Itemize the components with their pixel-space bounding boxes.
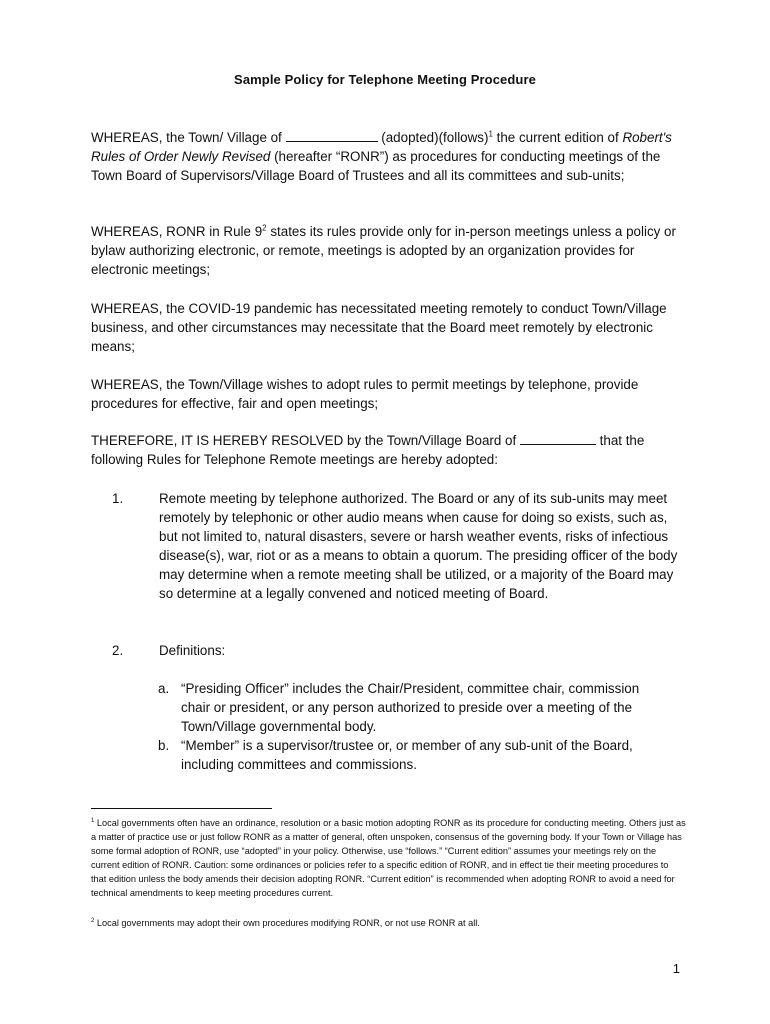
item-number: 1. <box>112 491 124 506</box>
sub-item-text: “Member” is a supervisor/trustee or, or member of any sub-unit of the Board, including committees and commissions. <box>181 738 633 772</box>
footnote-number: 1 <box>91 817 95 824</box>
resolved-paragraph <box>91 431 691 469</box>
document-title: Sample Policy for Telephone Meeting Procedure <box>234 72 536 87</box>
p1-text-c: the current edition of <box>492 130 619 145</box>
footnote <box>91 816 686 900</box>
footnote-text: Local governments often have an ordinance, resolution or a basic motion adopting RONR as its procedure for conducting meeting. Others just as a matter of practice use or just follow RONR as a matter of general, often unspoken, consensus of the governing body. If your Town or Village has some formal adoption of RONR, use “adopted” in your policy. Otherwise, use “follows.” “Current edition” assumes your meetings rely on the current edition of RONR. Caution: some ordinances or policies refer to a specific edition of RONR, and in effect tie their meeting procedures to that edition unless the body amends their decision adopting RONR. “Current edition” is recommended when adopting RONR to avoid a need for technical amendments to keep meeting procedures current. <box>91 818 686 898</box>
whereas-paragraph-2 <box>91 222 691 279</box>
blank-line <box>520 432 596 445</box>
p2-text-a: WHEREAS, RONR in Rule 9 <box>91 224 263 239</box>
sub-item-label: a. <box>158 681 170 696</box>
footnote-divider <box>91 808 272 809</box>
p5-text-b: that the following Rules for Telephone Remote meetings are hereby adopted: <box>91 433 645 467</box>
footnote-ref-1: 1 <box>488 129 493 139</box>
p1-text-d: (hereafter “RONR”) as procedures for conducting meetings of the Town Board of Supervisors/Village Board of Trustees and all its committees and sub-units; <box>91 149 661 183</box>
footnote-number: 2 <box>91 917 95 924</box>
footnote <box>91 916 686 930</box>
p1-italic-title: Robert's Rules of Order Newly Revised <box>91 130 672 164</box>
footnote-text: Local governments may adopt their own procedures modifying RONR, or not use RONR at all. <box>94 918 480 928</box>
p5-text-a: THEREFORE, IT IS HEREBY RESOLVED by the Town/Village Board of <box>91 433 517 448</box>
blank-line <box>286 129 378 142</box>
whereas-paragraph-1 <box>91 128 691 185</box>
page-number: 1 <box>672 961 680 976</box>
sub-item-label: b. <box>158 738 170 753</box>
item-text: Definitions: <box>159 643 226 658</box>
p2-text-b: states its rules provide only for in-person meetings unless a policy or bylaw authorizing electronic, or remote, meetings is adopted by an organization provides for electronic meetings; <box>91 224 676 277</box>
p1-text-a: WHEREAS, the Town/ Village of <box>91 130 282 145</box>
whereas-paragraph-4: WHEREAS, the Town/Village wishes to adopt rules to permit meetings by telephone, provide procedures for effective, fair and open meetings; <box>91 377 639 411</box>
p1-text-b: (adopted)(follows) <box>381 130 489 145</box>
sub-item-text: “Presiding Officer” includes the Chair/President, committee chair, commission chair or president, or any person authorized to preside over a meeting of the Town/Village governmental body. <box>181 681 640 734</box>
item-text: Remote meeting by telephone authorized. The Board or any of its sub-units may meet remotely by telephonic or other audio means when cause for doing so exists, such as, but not limited to, natural disasters, severe or harsh weather events, risks of infectious disease(s), war, riot or as a means to obtain a quorum. The presiding officer of the body may determine when a remote meeting shall be utilized, or a majority of the Board may so determine at a legally convened and noticed meeting of Board. <box>159 491 678 601</box>
footnote-ref-2: 2 <box>262 223 267 233</box>
whereas-paragraph-3: WHEREAS, the COVID-19 pandemic has necessitated meeting remotely to conduct Town/Village business, and other circumstances may necessitate that the Board meet remotely by electronic means; <box>91 301 667 354</box>
item-number: 2. <box>112 643 124 658</box>
